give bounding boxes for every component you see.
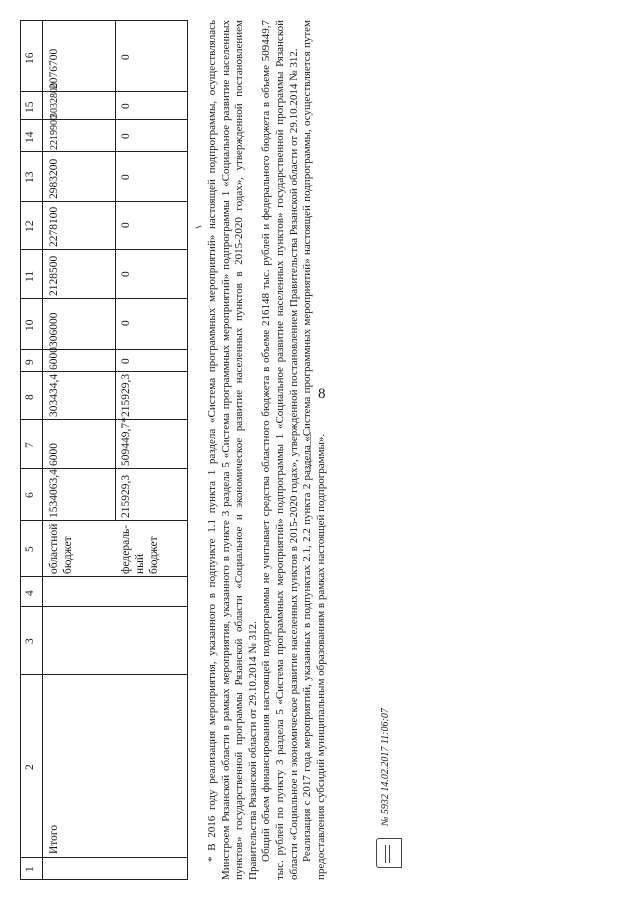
page-number: 8 — [318, 386, 326, 402]
footnotes — [206, 20, 328, 880]
col-header-1: 1 — [24, 866, 36, 872]
budget-source-line: бюджет — [148, 536, 160, 574]
col-header-9: 9 — [24, 359, 36, 365]
building-emblem-icon — [376, 838, 402, 868]
value-cell: 215929,3 — [120, 474, 132, 518]
col-header-5: 5 — [24, 546, 36, 552]
registration-stamp — [374, 638, 414, 868]
footnote-paragraph: * В 2016 году реализация мероприятия, указанного в подпункте 1.1 пункта 1 раздела «Система программных мероприятий» настоящей подпрограммы, осуществлялась Минстроем Рязанской области в рамках мероприятия, указанного в пункте 3 раздела 5 «Система программных мероприятий» подпрограммы 1 «Социальное развитие населенных пунктов» государственной программы Рязанской области «Социальное и экономическое развитие населенных пунктов в 2015-2020 годах», утвержденной постановлением Правительства Рязанской области от 29.10.2014 № 312. — [206, 20, 259, 880]
value-cell: 509449,7* — [120, 417, 132, 466]
col-header-13: 13 — [24, 171, 36, 183]
value-cell: 2076700 — [48, 48, 60, 89]
budget-source-line: бюджет — [62, 536, 74, 574]
footnote-paragraph: Реализация с 2017 года мероприятий, указанных в подпунктах 2.1, 2.2 пункта 2 раздела «Система программных мероприятий» настоящей подпрограммы, осуществляется путем предоставления субсидий муниципальным образованиям в рамках настоящей подпрограммы». — [301, 20, 327, 880]
value-cell: 306000 — [48, 312, 60, 347]
rotated-page-content — [20, 20, 620, 880]
col-header-7: 7 — [24, 442, 36, 448]
value-cell: 6000 — [48, 443, 60, 466]
value-cell: 0 — [120, 222, 132, 228]
col-header-6: 6 — [24, 492, 36, 498]
budget-source-line: федераль- — [120, 524, 132, 574]
col-header-11: 11 — [24, 270, 36, 282]
row-label: Итого — [48, 824, 60, 854]
value-cell: 0 — [120, 133, 132, 139]
budget-source-line: областной — [48, 523, 60, 574]
value-cell: 303434,4 — [48, 373, 60, 417]
value-cell: 2278100 — [48, 206, 60, 247]
col-header-3: 3 — [24, 638, 36, 644]
value-cell: 2128500 — [48, 255, 60, 296]
pen-mark — [196, 226, 202, 229]
footnote-paragraph: Общий объем финансирования настоящей подпрограммы не учитывает средства областного бюджета в объеме 216148 тыс. рублей и федерального бюджета в объеме 509449,7 тыс. рублей по пункту 3 раздела 5 «Система программных мероприятий» подпрограммы 1 «Социальное развитие населенных пунктов» государственной программы Рязанской области «Социальное и экономическое развитие населенных пунктов в 2015-2020 годах», утвержденной постановлением Правительства Рязанской области от 29.10.2014 № 312. — [260, 20, 300, 880]
value-cell: 0 — [120, 54, 132, 60]
col-header-14: 14 — [24, 131, 36, 143]
value-cell: 0 — [120, 103, 132, 109]
value-cell: 1534063,4 — [48, 469, 60, 518]
stamp-text: № 5932 14.02.2017 11:06:07 — [380, 708, 391, 826]
value-cell: 2219900 — [49, 115, 60, 150]
value-cell: 2983200 — [48, 158, 60, 199]
value-cell: 215929,3 — [120, 373, 132, 417]
col-header-15: 15 — [24, 101, 36, 113]
budget-source-line: ный — [134, 553, 146, 574]
col-header-4: 4 — [24, 590, 36, 596]
col-header-10: 10 — [24, 319, 36, 331]
col-header-8: 8 — [24, 394, 36, 400]
col-header-2: 2 — [24, 764, 36, 770]
value-cell: 0 — [120, 271, 132, 277]
value-cell: 0 — [120, 174, 132, 180]
col-header-16: 16 — [24, 52, 36, 64]
financing-table — [20, 20, 188, 880]
value-cell: 0 — [120, 320, 132, 326]
col-header-12: 12 — [24, 220, 36, 232]
value-cell: 6000 — [48, 347, 60, 370]
value-cell: 3032800 — [49, 83, 60, 118]
value-cell: 0 — [120, 358, 132, 364]
